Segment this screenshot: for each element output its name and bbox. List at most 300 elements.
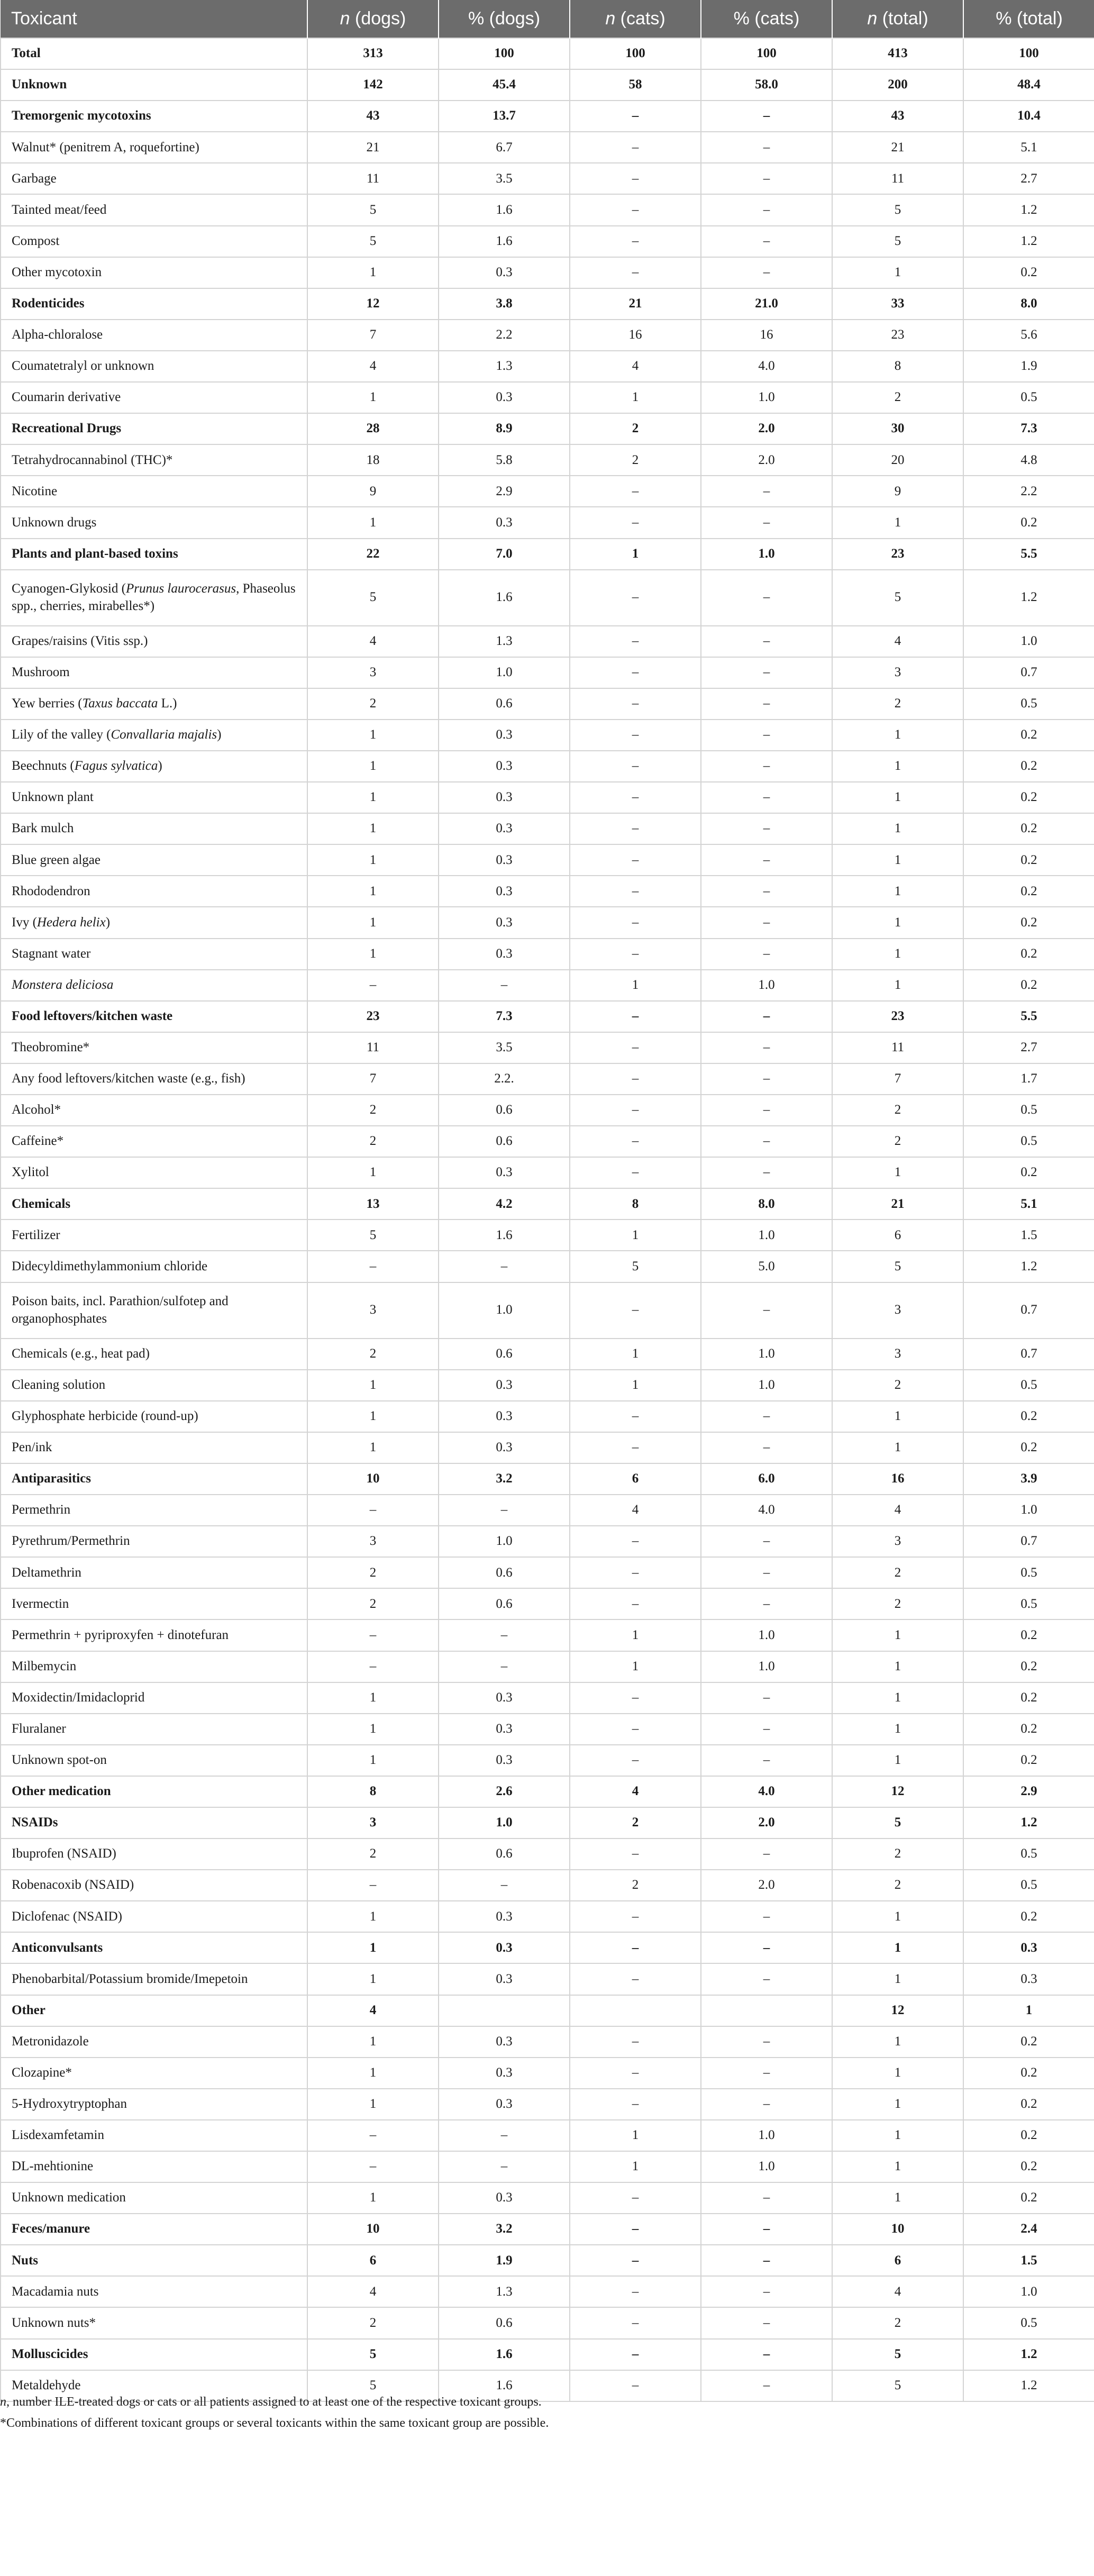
value-cell: 2.2: [963, 476, 1094, 507]
toxicant-cell: [1, 539, 307, 570]
toxicant-cell: [1, 1932, 307, 1963]
value-cell: 4: [832, 626, 963, 657]
value-cell: 21: [570, 288, 701, 320]
value-cell: 0.6: [439, 1588, 570, 1619]
value-cell: 1.0: [701, 1370, 832, 1401]
value-cell: 0.5: [963, 1838, 1094, 1870]
table-row: [1, 2182, 1094, 2214]
toxicant-name-part: Monstera deliciosa: [12, 977, 114, 992]
value-cell: –: [570, 782, 701, 813]
value-cell: 0.2: [963, 1401, 1094, 1432]
value-cell: 1: [307, 1682, 439, 1714]
table-row: [1, 1745, 1094, 1776]
value-cell: –: [570, 1401, 701, 1432]
value-cell: 45.4: [439, 69, 570, 101]
value-cell: 3: [307, 1282, 439, 1339]
value-cell: –: [570, 1001, 701, 1032]
value-cell: 4.8: [963, 444, 1094, 476]
value-cell: –: [439, 1870, 570, 1901]
table-row: [1, 657, 1094, 688]
toxicant-name-part: Walnut* (penitrem A, roquefortine): [12, 140, 199, 154]
value-cell: 0.3: [439, 382, 570, 413]
value-cell: –: [701, 1588, 832, 1619]
value-cell: 0.2: [963, 813, 1094, 844]
value-cell: 1: [832, 2058, 963, 2089]
value-cell: –: [570, 1932, 701, 1963]
value-cell: –: [701, 1032, 832, 1063]
value-cell: –: [570, 720, 701, 751]
column-header: [963, 0, 1094, 38]
value-cell: 1: [307, 1370, 439, 1401]
value-cell: 2: [832, 1126, 963, 1157]
toxicant-name-part: Clozapine*: [12, 2065, 72, 2080]
value-cell: –: [307, 970, 439, 1001]
value-cell: 1.9: [439, 2245, 570, 2276]
value-cell: 1.9: [963, 351, 1094, 382]
value-cell: 5: [832, 194, 963, 225]
value-cell: –: [701, 570, 832, 626]
value-cell: 0.5: [963, 1095, 1094, 1126]
value-cell: 2: [832, 1870, 963, 1901]
value-cell: 5.1: [963, 132, 1094, 163]
column-header: [1, 0, 307, 38]
toxicant-name-part: Plants and plant-based toxins: [12, 546, 178, 561]
toxicant-name-part: L.): [158, 696, 177, 711]
value-cell: 0.3: [439, 1932, 570, 1963]
toxicant-cell: [1, 1651, 307, 1682]
table-row: [1, 507, 1094, 538]
table-row: [1, 907, 1094, 938]
value-cell: 13.7: [439, 101, 570, 132]
toxicant-name-part: Compost: [12, 233, 60, 248]
value-cell: 3.9: [963, 1463, 1094, 1495]
value-cell: 0.3: [439, 1370, 570, 1401]
value-cell: –: [307, 1251, 439, 1282]
toxicant-name-part: Anticonvulsants: [12, 1940, 103, 1955]
value-cell: 0.5: [963, 1588, 1094, 1619]
value-cell: 2: [570, 1870, 701, 1901]
value-cell: 1.0: [701, 970, 832, 1001]
value-cell: –: [570, 1526, 701, 1557]
value-cell: –: [570, 2307, 701, 2338]
value-cell: 2.0: [701, 1807, 832, 1838]
table-row: [1, 1651, 1094, 1682]
toxicant-name-part: Coumarin derivative: [12, 390, 121, 405]
value-cell: 2.9: [963, 1776, 1094, 1807]
value-cell: 1: [832, 970, 963, 1001]
value-cell: 6.0: [701, 1463, 832, 1495]
value-cell: 1.6: [439, 1219, 570, 1251]
value-cell: 21: [832, 132, 963, 163]
value-cell: 0.3: [439, 907, 570, 938]
value-cell: 2: [307, 1588, 439, 1619]
toxicant-cell: [1, 1682, 307, 1714]
value-cell: 5: [307, 1219, 439, 1251]
value-cell: 8.0: [701, 1188, 832, 1219]
toxicant-cell: [1, 257, 307, 288]
value-cell: 1: [307, 939, 439, 970]
value-cell: 4: [570, 1776, 701, 1807]
value-cell: 1: [307, 1745, 439, 1776]
value-cell: 0.3: [439, 1901, 570, 1932]
value-cell: 1: [832, 1432, 963, 1463]
header-text-prefix: % (total): [996, 8, 1063, 29]
value-cell: [439, 1995, 570, 2026]
value-cell: 313: [307, 38, 439, 69]
value-cell: 0.2: [963, 782, 1094, 813]
value-cell: 1: [832, 876, 963, 907]
value-cell: 18: [307, 444, 439, 476]
value-cell: –: [570, 876, 701, 907]
value-cell: 0.2: [963, 1651, 1094, 1682]
value-cell: –: [570, 626, 701, 657]
value-cell: 0.3: [439, 1432, 570, 1463]
toxicant-name-part: Alpha-chloralose: [12, 327, 103, 342]
value-cell: 43: [832, 101, 963, 132]
toxicant-cell: [1, 907, 307, 938]
value-cell: –: [570, 226, 701, 257]
value-cell: 16: [701, 320, 832, 351]
value-cell: 2: [832, 1095, 963, 1126]
value-cell: –: [570, 1682, 701, 1714]
value-cell: –: [701, 1745, 832, 1776]
value-cell: 1: [832, 1619, 963, 1651]
toxicant-name-part: Grapes/raisins (Vitis ssp.): [12, 633, 148, 648]
value-cell: 48.4: [963, 69, 1094, 101]
toxicant-name-part: Bark mulch: [12, 821, 74, 836]
table-row: [1, 1619, 1094, 1651]
value-cell: 7.0: [439, 539, 570, 570]
value-cell: –: [701, 1932, 832, 1963]
value-cell: 0.7: [963, 1526, 1094, 1557]
value-cell: 5: [307, 194, 439, 225]
table-row: [1, 1901, 1094, 1932]
value-cell: 3: [832, 1526, 963, 1557]
value-cell: 1: [307, 907, 439, 938]
value-cell: –: [570, 194, 701, 225]
table-group-row: [1, 69, 1094, 101]
value-cell: –: [570, 1745, 701, 1776]
value-cell: –: [307, 2120, 439, 2151]
value-cell: –: [701, 751, 832, 782]
column-header: [439, 0, 570, 38]
value-cell: 1: [832, 1963, 963, 1995]
toxicant-cell: [1, 69, 307, 101]
toxicant-name-part: Recreational Drugs: [12, 421, 122, 436]
toxicant-cell: [1, 1401, 307, 1432]
value-cell: –: [570, 907, 701, 938]
value-cell: 1: [832, 2089, 963, 2120]
value-cell: 0.3: [439, 782, 570, 813]
toxicant-name-part: Pen/ink: [12, 1440, 52, 1455]
value-cell: 5.6: [963, 320, 1094, 351]
toxicant-name-part: Chemicals (e.g., heat pad): [12, 1346, 150, 1361]
toxicant-name-part: Lisdexamfetamin: [12, 2128, 104, 2143]
toxicant-name-part: Hedera helix: [37, 915, 106, 930]
toxicant-name-part: Ivy (: [12, 915, 37, 930]
value-cell: 0.2: [963, 2058, 1094, 2089]
toxicant-cell: [1, 1282, 307, 1339]
value-cell: –: [701, 2370, 832, 2401]
value-cell: 1: [832, 1157, 963, 1188]
value-cell: 4: [307, 351, 439, 382]
value-cell: 1.6: [439, 194, 570, 225]
table-row: [1, 1682, 1094, 1714]
table-row: [1, 2089, 1094, 2120]
toxicant-name-part: Macadamia nuts: [12, 2284, 99, 2299]
value-cell: 2.2.: [439, 1063, 570, 1095]
value-cell: 7: [307, 1063, 439, 1095]
value-cell: –: [570, 2370, 701, 2401]
value-cell: 5: [832, 1807, 963, 1838]
value-cell: 0.3: [439, 1963, 570, 1995]
value-cell: 1.0: [963, 626, 1094, 657]
toxicant-name-part: Moxidectin/Imidacloprid: [12, 1690, 145, 1705]
value-cell: 3: [307, 1807, 439, 1838]
toxicant-cell: [1, 1901, 307, 1932]
table-row: [1, 1370, 1094, 1401]
value-cell: 4: [307, 626, 439, 657]
toxicant-cell: [1, 1526, 307, 1557]
value-cell: 0.2: [963, 970, 1094, 1001]
table-row: [1, 1870, 1094, 1901]
table-row: [1, 1495, 1094, 1526]
header-row: [1, 0, 1094, 38]
toxicant-name-part: Stagnant water: [12, 946, 91, 961]
table-row: [1, 1251, 1094, 1282]
value-cell: 9: [832, 476, 963, 507]
value-cell: 30: [832, 413, 963, 444]
toxicant-cell: [1, 2058, 307, 2089]
value-cell: 0.6: [439, 2307, 570, 2338]
value-cell: 1.0: [701, 1339, 832, 1370]
value-cell: 2: [307, 1095, 439, 1126]
value-cell: 3: [832, 657, 963, 688]
value-cell: 1.6: [439, 2370, 570, 2401]
value-cell: –: [570, 2339, 701, 2370]
toxicant-name-part: Phenobarbital/Potassium bromide/Imepetoin: [12, 1971, 248, 1986]
value-cell: –: [701, 194, 832, 225]
toxicant-cell: [1, 1463, 307, 1495]
column-header: [832, 0, 963, 38]
table-row: [1, 1588, 1094, 1619]
value-cell: –: [701, 782, 832, 813]
value-cell: 0.6: [439, 1838, 570, 1870]
value-cell: 1.3: [439, 351, 570, 382]
value-cell: 2.0: [701, 444, 832, 476]
table-row: [1, 2276, 1094, 2307]
toxicant-cell: [1, 1126, 307, 1157]
value-cell: 0.3: [439, 2058, 570, 2089]
toxicant-cell: [1, 351, 307, 382]
value-cell: 0.2: [963, 2182, 1094, 2214]
value-cell: 1: [570, 1370, 701, 1401]
value-cell: 1: [307, 751, 439, 782]
table-group-row: [1, 288, 1094, 320]
value-cell: 3.8: [439, 288, 570, 320]
value-cell: 4.2: [439, 1188, 570, 1219]
table-group-row: [1, 2214, 1094, 2245]
value-cell: 6: [832, 2245, 963, 2276]
toxicant-cell: [1, 382, 307, 413]
value-cell: 1.6: [439, 226, 570, 257]
toxicant-cell: [1, 782, 307, 813]
toxicant-cell: [1, 876, 307, 907]
value-cell: 1: [832, 2151, 963, 2182]
value-cell: 2: [832, 1557, 963, 1588]
value-cell: 0.3: [439, 720, 570, 751]
table-group-row: [1, 2245, 1094, 2276]
value-cell: 2: [307, 1838, 439, 1870]
toxicant-cell: [1, 320, 307, 351]
value-cell: –: [701, 939, 832, 970]
table-row: [1, 351, 1094, 382]
value-cell: 0.5: [963, 688, 1094, 720]
table-row: [1, 2120, 1094, 2151]
value-cell: 4.0: [701, 1776, 832, 1807]
value-cell: 1: [832, 1651, 963, 1682]
value-cell: 16: [832, 1463, 963, 1495]
value-cell: –: [570, 1432, 701, 1463]
toxicant-cell: [1, 1995, 307, 2026]
value-cell: 2.7: [963, 1032, 1094, 1063]
value-cell: –: [701, 476, 832, 507]
table-row: [1, 226, 1094, 257]
value-cell: 0.5: [963, 1126, 1094, 1157]
value-cell: 0.7: [963, 657, 1094, 688]
value-cell: 2.0: [701, 413, 832, 444]
footnotes: [0, 2391, 1094, 2434]
value-cell: –: [701, 1401, 832, 1432]
toxicant-name-part: Milbemycin: [12, 1659, 77, 1673]
footnote-asterisk: *Combinations of different toxicant groups or several toxicants within the same toxicant group are possible.: [0, 2416, 549, 2430]
value-cell: 7.3: [439, 1001, 570, 1032]
value-cell: 1: [832, 1401, 963, 1432]
value-cell: –: [701, 2058, 832, 2089]
value-cell: 23: [307, 1001, 439, 1032]
value-cell: –: [570, 1838, 701, 1870]
value-cell: 1.3: [439, 2276, 570, 2307]
value-cell: 1.6: [439, 570, 570, 626]
value-cell: [570, 1995, 701, 2026]
table-row: [1, 844, 1094, 876]
value-cell: 11: [832, 1032, 963, 1063]
value-cell: 2.2: [439, 320, 570, 351]
value-cell: 5.1: [963, 1188, 1094, 1219]
value-cell: 0.2: [963, 844, 1094, 876]
toxicant-name-part: Other medication: [12, 1784, 111, 1799]
table-row: [1, 320, 1094, 351]
value-cell: –: [570, 2276, 701, 2307]
value-cell: 12: [832, 1995, 963, 2026]
toxicant-name-part: Convallaria majalis: [111, 727, 217, 742]
value-cell: 2: [307, 2307, 439, 2338]
toxicant-cell: [1, 2276, 307, 2307]
value-cell: 1.0: [701, 2120, 832, 2151]
value-cell: –: [701, 1282, 832, 1339]
value-cell: –: [701, 257, 832, 288]
value-cell: –: [570, 507, 701, 538]
value-cell: 0.2: [963, 876, 1094, 907]
value-cell: 7: [832, 1063, 963, 1095]
toxicant-name-part: Nicotine: [12, 484, 58, 498]
value-cell: 13: [307, 1188, 439, 1219]
toxicant-name-part: Taxus baccata: [82, 696, 158, 711]
value-cell: –: [701, 507, 832, 538]
value-cell: 1: [307, 876, 439, 907]
toxicant-name-part: Unknown: [12, 77, 67, 92]
value-cell: –: [701, 2026, 832, 2058]
table-row: [1, 688, 1094, 720]
value-cell: 4: [832, 1495, 963, 1526]
value-cell: –: [701, 2339, 832, 2370]
value-cell: –: [701, 1963, 832, 1995]
value-cell: –: [570, 1901, 701, 1932]
value-cell: 1.0: [701, 1219, 832, 1251]
table-body: [1, 38, 1094, 2401]
value-cell: 4: [307, 1995, 439, 2026]
value-cell: 5: [307, 2339, 439, 2370]
table-row: [1, 1095, 1094, 1126]
value-cell: 0.2: [963, 939, 1094, 970]
toxicant-cell: [1, 507, 307, 538]
value-cell: 2: [832, 382, 963, 413]
value-cell: 1: [307, 813, 439, 844]
toxicant-cell: [1, 1188, 307, 1219]
value-cell: –: [701, 132, 832, 163]
toxicant-name-part: Fluralaner: [12, 1721, 66, 1736]
value-cell: 8.0: [963, 288, 1094, 320]
value-cell: 2: [570, 1807, 701, 1838]
toxicant-cell: [1, 1619, 307, 1651]
value-cell: 1: [307, 1932, 439, 1963]
value-cell: –: [701, 1126, 832, 1157]
table-row: [1, 626, 1094, 657]
table-row: [1, 1401, 1094, 1432]
table-row: [1, 1714, 1094, 1745]
value-cell: 1.0: [439, 1526, 570, 1557]
toxicant-cell: [1, 163, 307, 194]
value-cell: –: [570, 101, 701, 132]
value-cell: –: [701, 2276, 832, 2307]
toxicant-name-part: ): [105, 915, 111, 930]
column-header: [307, 0, 439, 38]
table-row: [1, 1432, 1094, 1463]
table-group-row: [1, 539, 1094, 570]
value-cell: 0.5: [963, 1370, 1094, 1401]
header-text-italic: n: [340, 8, 350, 29]
table-row: [1, 1063, 1094, 1095]
value-cell: –: [570, 1588, 701, 1619]
value-cell: 3: [832, 1339, 963, 1370]
value-cell: 0.3: [439, 844, 570, 876]
value-cell: –: [701, 2089, 832, 2120]
toxicant-cell: [1, 2214, 307, 2245]
value-cell: 5: [832, 1251, 963, 1282]
toxicant-cell: [1, 1370, 307, 1401]
toxicant-cell: [1, 1776, 307, 1807]
value-cell: 1: [832, 1745, 963, 1776]
value-cell: 5: [307, 226, 439, 257]
header-text-italic: n: [605, 8, 616, 29]
value-cell: –: [701, 226, 832, 257]
toxicant-cell: [1, 570, 307, 626]
value-cell: 10: [307, 1463, 439, 1495]
table-row: [1, 2307, 1094, 2338]
value-cell: 0.6: [439, 1095, 570, 1126]
toxicant-name-part: Garbage: [12, 171, 57, 186]
table-group-row: [1, 1932, 1094, 1963]
